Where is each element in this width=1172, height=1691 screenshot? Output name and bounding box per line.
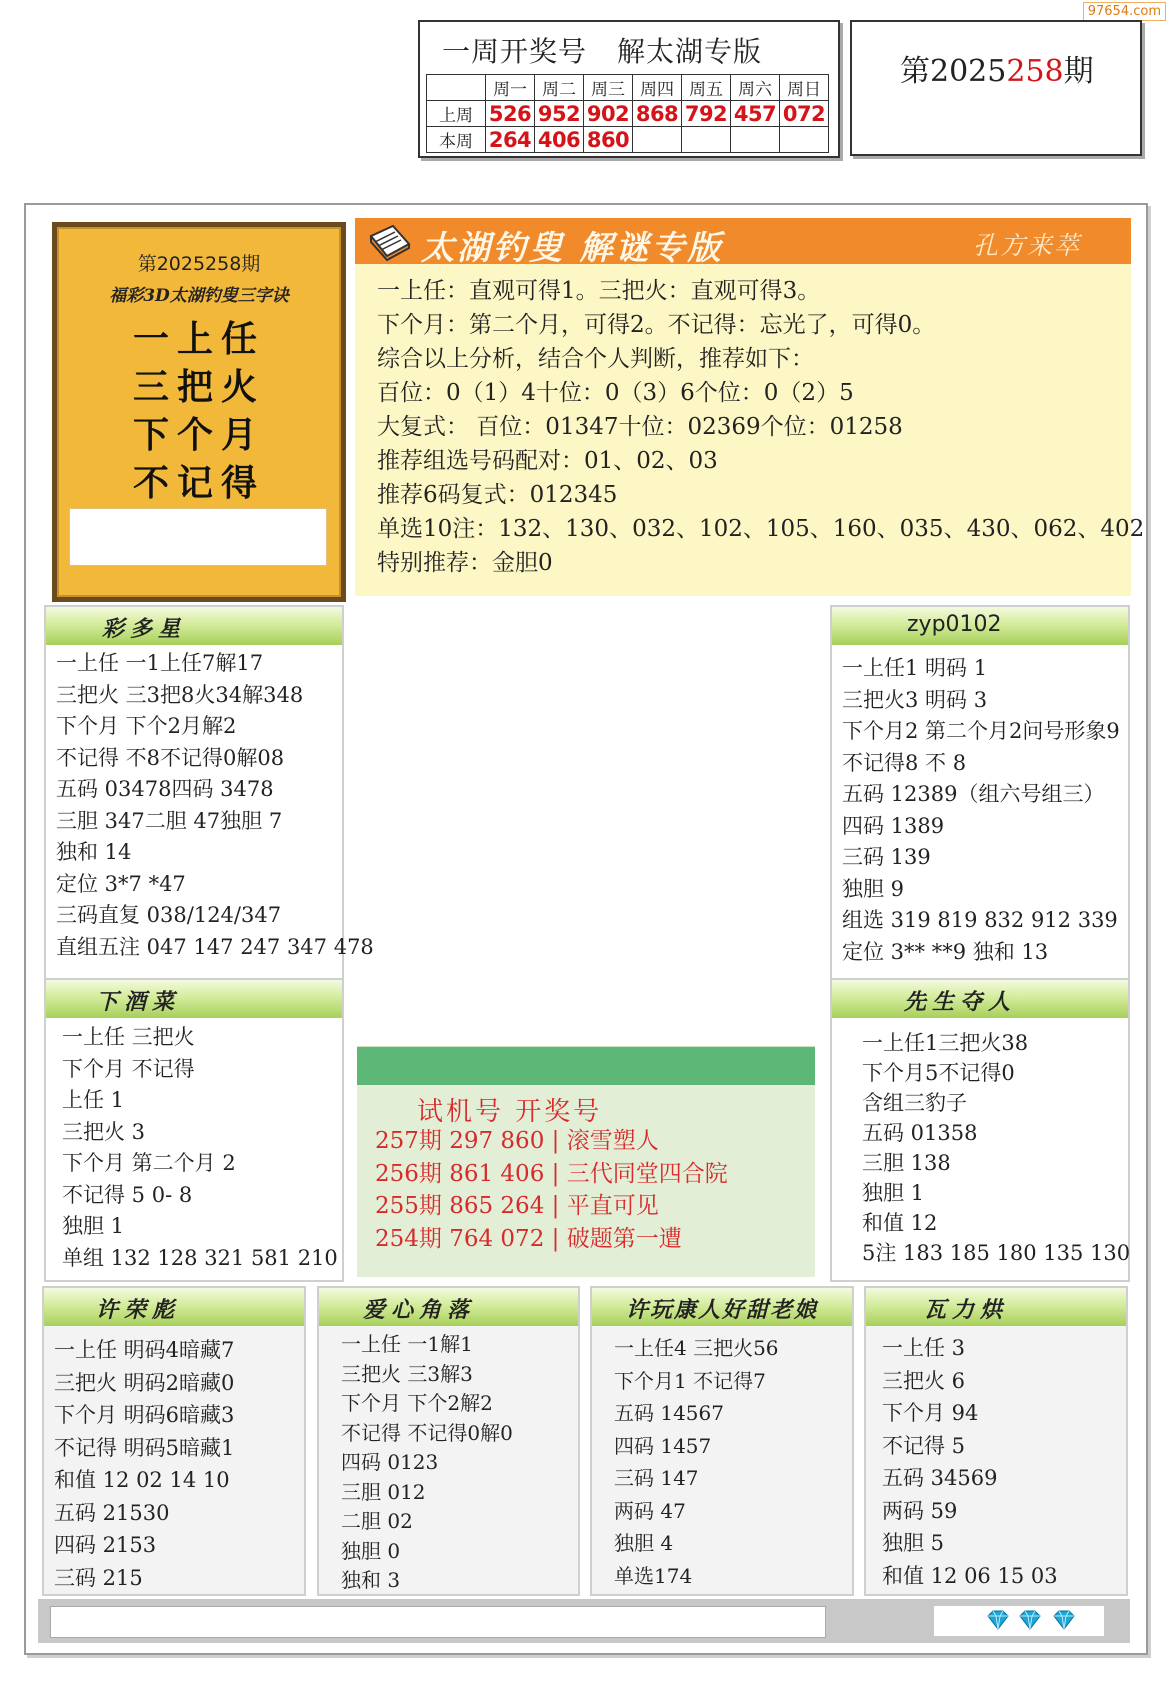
- xurongbiao-box: [42, 1286, 306, 1596]
- box-line: 五码 14567: [614, 1401, 724, 1425]
- riddle-body: [377, 274, 1144, 580]
- box-line: 五码 01358: [862, 1121, 978, 1145]
- box-header: [46, 980, 342, 1018]
- riddle-panel: [355, 218, 1145, 596]
- box-line: 下个月 第二个月 2: [62, 1151, 236, 1175]
- trial-numbers-panel: [357, 1046, 815, 1277]
- box-line: 独和 3: [341, 1568, 401, 1592]
- box-line: 独胆 1: [862, 1181, 925, 1205]
- box-line: 一上任 一1解1: [341, 1332, 473, 1356]
- draw-number: 868: [633, 101, 682, 127]
- box-line: 三把火 三3解3: [341, 1361, 473, 1386]
- box-line: 下个月5不记得0: [862, 1061, 1015, 1085]
- box-title: 许荣彪: [96, 1297, 181, 1323]
- draw-number: 457: [731, 101, 780, 127]
- zyp-box: [830, 605, 1130, 981]
- box-body: [614, 1332, 779, 1592]
- weekday-header: 周二: [535, 75, 584, 101]
- box-line: 不记得 不8不记得0解08: [56, 745, 285, 770]
- box-line: 不记得 5: [882, 1433, 966, 1458]
- weekly-draw-title-right: 解太湖专版: [617, 35, 763, 68]
- box-line: 四码 1457: [614, 1433, 712, 1458]
- trial-row: 254期 764 072 | 破题第一遭: [375, 1225, 682, 1252]
- box-title: 下酒菜: [96, 989, 181, 1015]
- box-line: 三把火 3: [62, 1119, 146, 1144]
- riddle-line: 推荐6码复式：012345: [377, 482, 618, 508]
- trial-row: 257期 297 860 | 滚雪塑人: [375, 1128, 659, 1154]
- box-line: 三码 215: [54, 1565, 143, 1590]
- poster-line: 下个月: [132, 414, 265, 456]
- box-line: 组选 319 819 832 912 339: [842, 908, 1118, 932]
- box-line: 下个月1 不记得7: [614, 1368, 766, 1393]
- box-title: zyp0102: [907, 612, 1002, 637]
- issue-prefix: 第2025: [900, 54, 1007, 89]
- box-line: 不记得 5 0- 8: [62, 1182, 193, 1207]
- box-line: 三码直复 038/124/347: [56, 903, 282, 927]
- weekly-draw-title-left: 一周开奖号: [442, 35, 588, 68]
- issue-label: [900, 46, 1094, 90]
- box-line: 下个月 下个2月解2: [56, 714, 237, 738]
- box-line: 一上任 一1上任7解17: [56, 651, 264, 675]
- draw-number: 264: [486, 127, 535, 153]
- box-line: 不记得8 不 8: [842, 750, 967, 775]
- box-line: 单组 132 128 321 581 210: [62, 1245, 338, 1270]
- box-line: 五码 12389（组六号组三）: [842, 782, 1105, 806]
- row-label: 本周: [427, 127, 486, 153]
- weekday-header: 周六: [731, 75, 780, 101]
- last-week-row: [427, 101, 829, 127]
- box-line: 定位 3*7 *47: [56, 871, 186, 896]
- diamond-icon: [986, 1610, 1010, 1630]
- box-line: 下个月 94: [882, 1401, 979, 1425]
- box-line: 两码 59: [882, 1498, 958, 1523]
- caiduoxing-box: [44, 605, 374, 981]
- riddle-author: 孔方来萃: [972, 231, 1081, 260]
- box-line: 二胆 02: [341, 1509, 413, 1533]
- trial-row: 256期 861 406 | 三代同堂四合院: [375, 1160, 728, 1187]
- trial-title: 试机号 开奖号: [417, 1097, 603, 1127]
- box-line: 不记得 明码5暗藏1: [54, 1435, 235, 1460]
- trial-list: [375, 1125, 728, 1255]
- box-line: 五码 03478四码 3478: [56, 777, 274, 801]
- riddle-line: 特别推荐：金胆0: [377, 550, 553, 576]
- diamond-icon: [1052, 1610, 1076, 1630]
- box-body: [341, 1330, 513, 1596]
- box-title: 彩多星: [102, 616, 187, 642]
- draw-number: 792: [682, 101, 731, 127]
- box-line: 三码 139: [842, 845, 931, 869]
- box-line: 独胆 9: [842, 876, 905, 901]
- draw-number: [633, 127, 682, 153]
- weekday-header: 周日: [780, 75, 829, 101]
- site-watermark: 97654.com: [1083, 2, 1166, 21]
- draw-number: 902: [584, 101, 633, 127]
- xiajiucai-box: [44, 978, 344, 1282]
- box-line: 一上任4 三把火56: [614, 1336, 779, 1360]
- box-body: [862, 1028, 1130, 1268]
- box-title: 先生夺人: [904, 989, 1017, 1015]
- box-line: 下个月2 第二个月2问号形象9: [842, 719, 1120, 743]
- book-icon: [367, 222, 413, 262]
- box-body: [54, 1334, 234, 1594]
- box-line: 下个月 不记得: [62, 1056, 195, 1081]
- box-line: 五码 34569: [882, 1466, 998, 1490]
- box-line: 和值 12 02 14 10: [54, 1468, 230, 1492]
- box-title: 瓦力烘: [924, 1297, 1009, 1323]
- draw-number: 406: [535, 127, 584, 153]
- box-line: 和值 12: [862, 1211, 938, 1235]
- diamond-icon: [1018, 1610, 1042, 1630]
- box-line: 独胆 5: [882, 1531, 945, 1555]
- draw-number: 952: [535, 101, 584, 127]
- box-header: [832, 980, 1128, 1018]
- xiansheng-box: [830, 978, 1130, 1282]
- poster-subtitle: 福彩3D太湖钓叟三字诀: [109, 286, 289, 306]
- walihong-box: [864, 1286, 1128, 1596]
- box-title: 许玩康人好甜老娘: [626, 1297, 819, 1323]
- draw-number: [682, 127, 731, 153]
- poster-line: 一上任: [132, 318, 265, 360]
- riddle-line: 下个月：第二个月，可得2。不记得：忘光了，可得0。: [377, 312, 936, 338]
- aixin-box: [317, 1286, 580, 1596]
- box-line: 一上任1 明码 1: [842, 656, 988, 680]
- box-body: [56, 648, 374, 963]
- box-header: [832, 607, 1128, 645]
- draw-number: 526: [486, 101, 535, 127]
- footer-gem-area: [934, 1606, 1104, 1636]
- issue-panel: [850, 20, 1142, 156]
- box-header: [592, 1288, 852, 1326]
- row-label: 上周: [427, 101, 486, 127]
- box-line: 一上任1三把火38: [862, 1031, 1029, 1055]
- box-line: 独胆 1: [62, 1214, 125, 1238]
- weekly-draw-panel: [418, 20, 840, 158]
- box-line: 三把火 明码2暗藏0: [54, 1370, 235, 1395]
- box-line: 不记得 不记得0解0: [341, 1420, 513, 1445]
- corner-cell: [427, 75, 486, 101]
- box-line: 含组三豹子: [862, 1091, 967, 1115]
- draw-number: [780, 127, 829, 153]
- poster-line: 不记得: [132, 462, 265, 504]
- riddle-header: [355, 218, 1131, 267]
- poster-blank-area: [69, 508, 327, 566]
- box-line: 四码 1389: [842, 813, 945, 838]
- riddle-line: 单选10注：132、130、032、102、105、160、035、430、062、402: [377, 516, 1145, 542]
- draw-number: 860: [584, 127, 633, 153]
- riddle-title: 太湖钓叟 解谜专版: [421, 228, 724, 267]
- box-line: 三胆 138: [862, 1151, 951, 1175]
- box-line: 独胆 4: [614, 1531, 674, 1555]
- box-line: 下个月 下个2解2: [341, 1391, 493, 1415]
- box-line: 和值 12 06 15 03: [882, 1563, 1058, 1588]
- weekday-header: 周三: [584, 75, 633, 101]
- box-line: 下个月 明码6暗藏3: [54, 1403, 235, 1427]
- box-body: [882, 1332, 1058, 1592]
- issue-number: 258: [1006, 54, 1064, 89]
- box-header: [46, 607, 342, 645]
- box-line: 三把火 三3把8火34解348: [56, 682, 304, 707]
- riddle-line: 百位：0（1）4十位：0（3）6个位：0（2）5: [377, 380, 854, 406]
- box-line: 三胆 012: [341, 1479, 426, 1504]
- box-line: 三胆 347二胆 47独胆 7: [56, 808, 283, 833]
- box-line: 上任 1: [62, 1088, 125, 1112]
- box-line: 四码 2153: [54, 1533, 157, 1557]
- poster-line: 三把火: [132, 366, 265, 408]
- riddle-line: 综合以上分析，结合个人判断，推荐如下：: [377, 346, 814, 372]
- weekday-header: 周四: [633, 75, 682, 101]
- box-line: 一上任 3: [882, 1336, 966, 1360]
- box-header: [44, 1288, 304, 1326]
- riddle-line: 大复式： 百位：01347十位：02369个位：01258: [377, 414, 903, 440]
- weekday-header: 周五: [682, 75, 731, 101]
- box-body: [62, 1022, 338, 1274]
- riddle-line: 一上任：直观可得1。三把火：直观可得3。: [377, 278, 821, 304]
- box-header: [319, 1288, 578, 1326]
- xuwan-box: [590, 1286, 854, 1596]
- box-line: 独胆 0: [341, 1538, 401, 1563]
- box-line: 定位 3** **9 独和 13: [842, 939, 1049, 964]
- footer-bar: [38, 1599, 1130, 1643]
- weekday-header-row: [427, 75, 829, 101]
- box-line: 独和 14: [56, 840, 132, 864]
- trial-row: 255期 865 264 | 平直可见: [375, 1193, 659, 1219]
- draw-number: 072: [780, 101, 829, 127]
- box-body: [842, 653, 1120, 968]
- box-line: 单选174: [614, 1563, 693, 1588]
- this-week-row: [427, 127, 829, 153]
- riddle-line: 推荐组选号码配对：01、02、03: [377, 448, 718, 474]
- weekday-header: 周一: [486, 75, 535, 101]
- box-line: 四码 0123: [341, 1450, 439, 1474]
- weekly-draw-title: [442, 30, 792, 70]
- draw-number: [731, 127, 780, 153]
- box-line: 三把火 6: [882, 1368, 966, 1393]
- footer-blank-field: [50, 1606, 826, 1638]
- box-line: 一上任 三把火: [62, 1025, 195, 1049]
- box-line: 5注 183 185 180 135 130: [862, 1241, 1131, 1265]
- box-line: 直组五注 047 147 247 347 478: [56, 934, 374, 959]
- box-header: [866, 1288, 1126, 1326]
- box-line: 一上任 明码4暗藏7: [54, 1338, 235, 1362]
- box-line: 两码 47: [614, 1498, 686, 1523]
- box-title: 爱心角落: [363, 1297, 476, 1323]
- box-line: 三码 147: [614, 1466, 699, 1490]
- box-line: 五码 21530: [54, 1500, 170, 1525]
- weekly-draw-table: [426, 74, 829, 153]
- box-line: 三把火3 明码 3: [842, 687, 988, 712]
- riddle-poster: [52, 222, 346, 602]
- issue-suffix: 期: [1063, 54, 1094, 89]
- poster-issue: 第2025258期: [137, 253, 261, 275]
- trial-header-bar: [357, 1047, 815, 1085]
